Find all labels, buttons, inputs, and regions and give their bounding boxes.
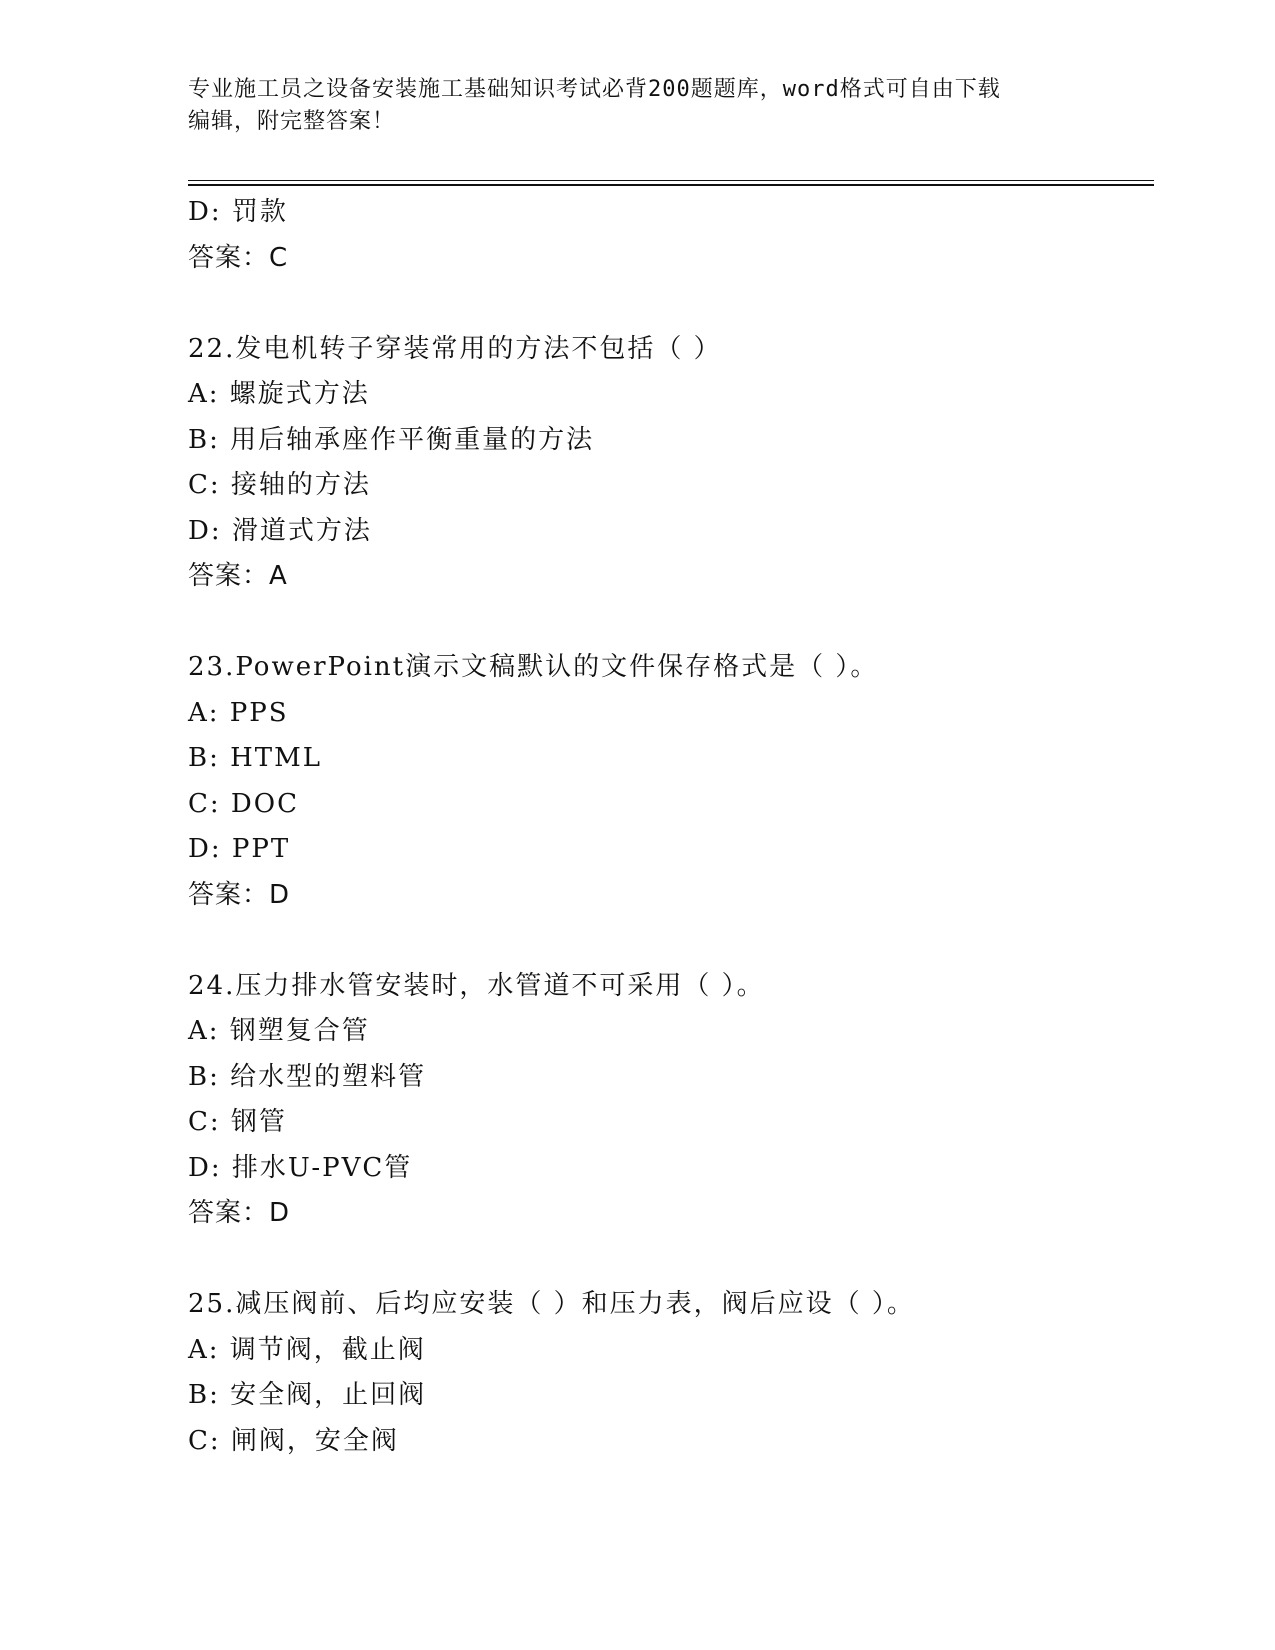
q22-title: 22.发电机转子穿装常用的方法不包括（ ） — [188, 333, 722, 364]
q23-option-c: C: DOC — [188, 788, 299, 819]
q24-answer: 答案：D — [188, 1198, 291, 1228]
q23-option-a: A: PPS — [188, 697, 289, 728]
q21-option-d: D: 罚款 — [188, 197, 288, 227]
header-line-2: 编辑，附完整答案！ — [188, 109, 396, 134]
document-header — [188, 74, 1068, 138]
q24-option-d: D: 排水U-PVC管 — [188, 1152, 413, 1183]
q22-answer: 答案：A — [188, 561, 288, 591]
q24-option-b: B: 给水型的塑料管 — [188, 1061, 427, 1092]
q23-answer: 答案：D — [188, 879, 291, 910]
q22-option-c: C: 接轴的方法 — [188, 470, 371, 500]
header-rule-thin — [188, 180, 1154, 181]
spacer — [188, 1237, 1148, 1283]
q23-title: 23.PowerPoint演示文稿默认的文件保存格式是（ ）。 — [188, 652, 879, 682]
spacer — [188, 281, 1148, 327]
question-list — [188, 190, 1148, 1464]
q25-option-b: B: 安全阀，止回阀 — [188, 1380, 427, 1410]
header-rule-thick — [188, 184, 1154, 186]
q21-answer: 答案：C — [188, 242, 289, 273]
header-line-1: 专业施工员之设备安装施工基础知识考试必背200题题库，word格式可自由下载 — [188, 77, 1001, 102]
q24-title: 24.压力排水管安装时，水管道不可采用（ ）。 — [188, 970, 765, 1001]
q24-option-a: A: 钢塑复合管 — [188, 1016, 370, 1046]
q24-option-c: C: 钢管 — [188, 1107, 287, 1137]
q22-option-d: D: 滑道式方法 — [188, 515, 372, 546]
q22-option-a: A: 螺旋式方法 — [188, 379, 370, 409]
q22-option-b: B: 用后轴承座作平衡重量的方法 — [188, 424, 595, 455]
q25-title: 25.减压阀前、后均应安装（ ）和压力表，阀后应设（ ）。 — [188, 1289, 915, 1319]
spacer — [188, 600, 1148, 646]
q25-option-c: C: 闸阀，安全阀 — [188, 1425, 399, 1456]
q25-option-a: A: 调节阀，截止阀 — [188, 1334, 426, 1365]
q23-option-b: B: HTML — [188, 743, 323, 773]
q23-option-d: D: PPT — [188, 834, 291, 864]
spacer — [188, 918, 1148, 964]
